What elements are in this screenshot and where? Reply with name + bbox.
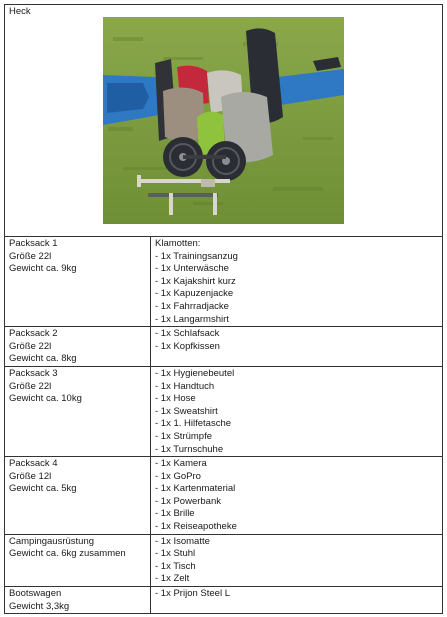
bag-name: Packsack 2 <box>9 328 58 340</box>
row-contents-cell <box>151 534 443 586</box>
table-row <box>5 534 443 586</box>
bag-name: Packsack 4 <box>9 458 58 470</box>
list-item: - 1x Kopfkissen <box>155 340 220 352</box>
table-row <box>5 457 443 535</box>
list-item: - 1x Prijon Steel L <box>155 588 230 600</box>
list-item: - 1x Hose <box>155 393 196 405</box>
list-item: - 1x Langarmshirt <box>155 313 229 325</box>
list-item: - 1x Kapuzenjacke <box>155 288 234 300</box>
row-label-cell <box>5 587 151 614</box>
bag-size: Größe 22l <box>9 340 52 352</box>
row-label-cell <box>5 366 151 456</box>
header-cell <box>5 5 443 237</box>
header-row <box>5 5 443 237</box>
list-item: - 1x Kamera <box>155 458 207 470</box>
bag-size: Größe 22l <box>9 250 52 262</box>
bag-name: Packsack 1 <box>9 238 58 249</box>
list-item: - 1x Kartenmaterial <box>155 483 236 495</box>
row-contents-cell <box>151 237 443 327</box>
list-item: - 1x Kajakshirt kurz <box>155 275 236 287</box>
document-page <box>4 4 442 614</box>
list-item: - 1x Schlafsack <box>155 328 220 340</box>
row-label-cell <box>5 457 151 535</box>
packing-table <box>4 4 443 614</box>
list-item: - 1x Brille <box>155 508 195 520</box>
row-label-cell <box>5 237 151 327</box>
bag-weight: Gewicht ca. 8kg <box>9 353 77 365</box>
bag-weight: Gewicht ca. 5kg <box>9 483 77 495</box>
bag-size: Größe 12l <box>9 470 52 482</box>
table-row <box>5 587 443 614</box>
row-label-cell <box>5 534 151 586</box>
list-item: - 1x 1. Hilfetasche <box>155 418 232 430</box>
list-item: - 1x Zelt <box>155 573 190 585</box>
row-label-cell <box>5 327 151 367</box>
list-item: - 1x Powerbank <box>155 495 222 507</box>
row-contents-cell <box>151 587 443 614</box>
bag-weight: Gewicht 3,3kg <box>9 600 70 612</box>
list-item: - 1x Trainingsanzug <box>155 250 238 262</box>
table-row <box>5 237 443 327</box>
list-item: - 1x Sweatshirt <box>155 405 218 417</box>
row-contents-cell <box>151 366 443 456</box>
bag-weight: Gewicht ca. 10kg <box>9 393 82 405</box>
list-item: - 1x Turnschuhe <box>155 443 224 455</box>
section-title: Heck <box>9 6 31 17</box>
table-row <box>5 366 443 456</box>
bag-name: Bootswagen <box>9 588 62 600</box>
row-contents-cell <box>151 327 443 367</box>
list-item: - 1x Isomatte <box>155 535 210 547</box>
row-contents-cell <box>151 457 443 535</box>
list-item: - 1x Hygienebeutel <box>155 367 235 379</box>
cart-frame-icon <box>138 179 230 183</box>
list-item: - 1x Tisch <box>155 560 196 572</box>
bag-name: Packsack 3 <box>9 367 58 379</box>
list-item: - 1x Fahrradjacke <box>155 300 229 312</box>
list-item: - 1x Reiseapotheke <box>155 521 237 533</box>
contents-heading: Klamotten: <box>155 238 201 249</box>
list-item: - 1x Strümpfe <box>155 430 213 442</box>
list-item: - 1x Unterwäsche <box>155 263 229 275</box>
list-item: - 1x Stuhl <box>155 548 196 560</box>
bag-size: Größe 22l <box>9 380 52 392</box>
list-item: - 1x GoPro <box>155 470 201 482</box>
bag-weight: Gewicht ca. 6kg zusammen <box>9 548 126 560</box>
list-item: - 1x Handtuch <box>155 380 215 392</box>
table-row <box>5 327 443 367</box>
gear-photo <box>103 17 344 224</box>
bag-name: Campingausrüstung <box>9 535 95 547</box>
bag-weight: Gewicht ca. 9kg <box>9 263 77 275</box>
